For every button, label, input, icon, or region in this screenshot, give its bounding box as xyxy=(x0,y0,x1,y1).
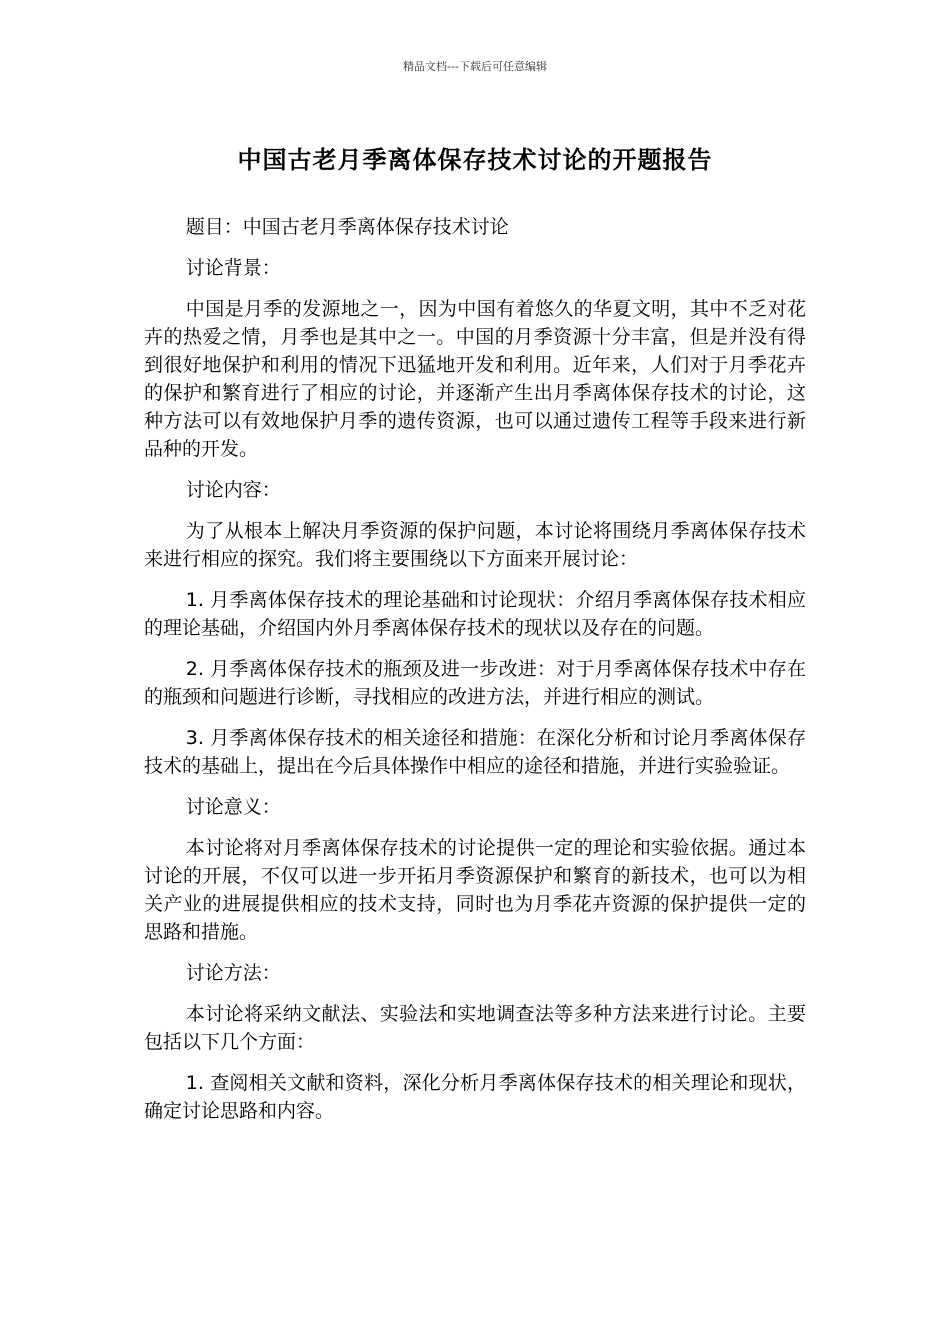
content-item-2: 2. 月季离体保存技术的瓶颈及进一步改进：对于月季离体保存技术中存在的瓶颈和问题进行诊断，寻找相应的改进方法，并进行相应的测试。 xyxy=(144,658,806,708)
significance-heading: 讨论意义： xyxy=(185,796,281,818)
content-heading: 讨论内容： xyxy=(185,479,281,501)
content-item-3: 3. 月季离体保存技术的相关途径和措施：在深化分析和讨论月季离体保存技术的基础上，提出在今后具体操作中相应的途径和措施，并进行实验验证。 xyxy=(144,727,806,777)
header-note: 精品文档---下载后可任意编辑 xyxy=(403,60,547,73)
method-heading: 讨论方法： xyxy=(185,962,281,984)
background-heading: 讨论背景： xyxy=(185,257,281,279)
content-item-1: 1. 月季离体保存技术的理论基础和讨论现状：介绍月季离体保存技术相应的理论基础，介绍国内外月季离体保存技术的现状以及存在的问题。 xyxy=(144,589,806,639)
topic-line: 题目：中国古老月季离体保存技术讨论 xyxy=(185,216,509,238)
document-title: 中国古老月季离体保存技术讨论的开题报告 xyxy=(237,146,713,174)
significance-paragraph: 本讨论将对月季离体保存技术的讨论提供一定的理论和实验依据。通过本讨论的开展，不仅可以进一步开拓月季资源保护和繁育的新技术，也可以为相关产业的进展提供相应的技术支持，同时也为月季花卉资源的保护提供一定的思路和措施。 xyxy=(144,837,806,943)
background-paragraph: 中国是月季的发源地之一，因为中国有着悠久的华夏文明，其中不乏对花卉的热爱之情，月季也是其中之一。中国的月季资源十分丰富，但是并没有得到很好地保护和利用的情况下迅猛地开发和利用。近年来，人们对于月季花卉的保护和繁育进行了相应的讨论，并逐渐产生出月季离体保存技术的讨论，这种方法可以有效地保护月季的遗传资源，也可以通过遗传工程等手段来进行新品种的开发。 xyxy=(144,298,806,460)
document-body xyxy=(144,213,806,1138)
content-intro-paragraph: 为了从根本上解决月季资源的保护问题，本讨论将围绕月季离体保存技术来进行相应的探究。我们将主要围绕以下方面来开展讨论： xyxy=(144,520,806,570)
method-item-1: 1. 查阅相关文献和资料，深化分析月季离体保存技术的相关理论和现状，确定讨论思路和内容。 xyxy=(144,1072,806,1122)
method-intro-paragraph: 本讨论将采纳文献法、实验法和实地调查法等多种方法来进行讨论。主要包括以下几个方面： xyxy=(144,1003,806,1053)
